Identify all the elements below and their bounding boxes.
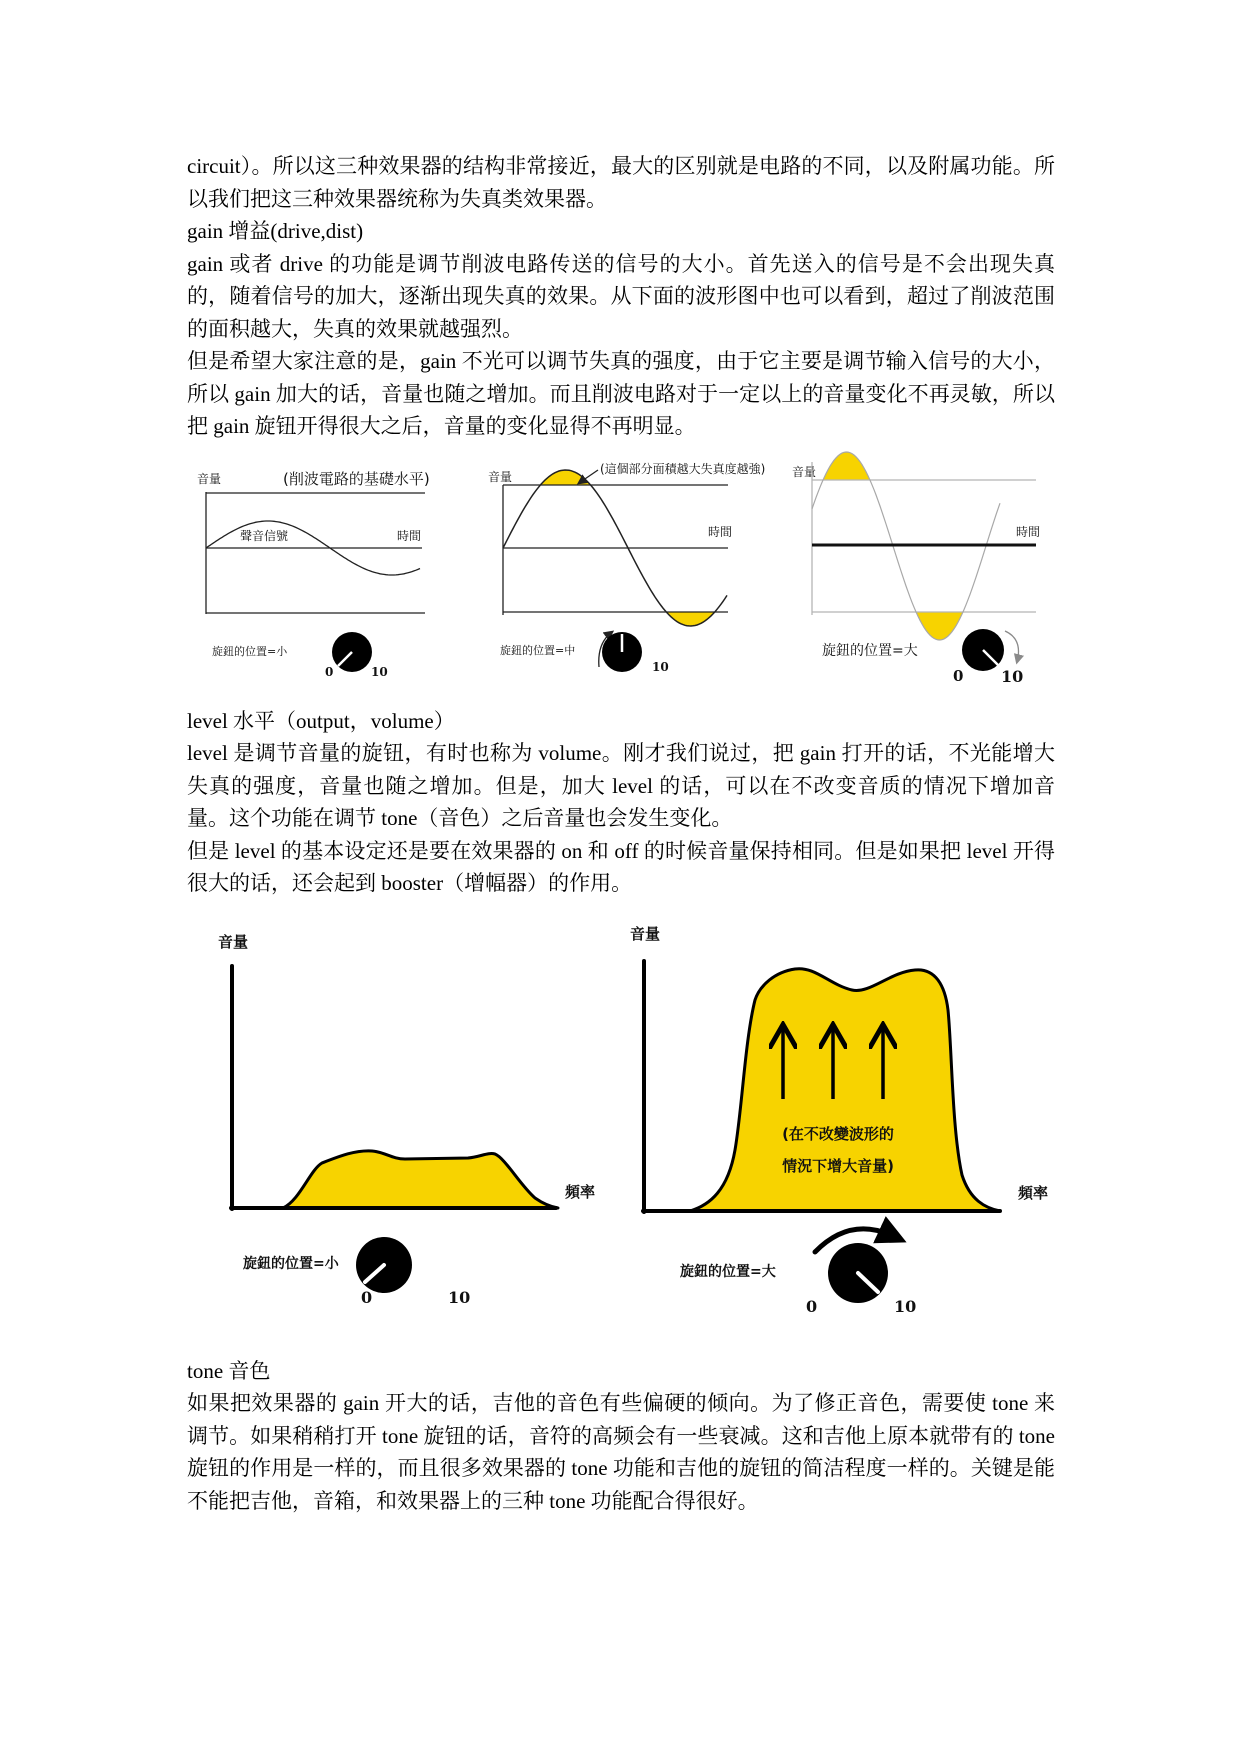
clipping-waveform-figure [0, 443, 1240, 705]
y-axis-label: 音量 [197, 471, 222, 486]
heading-level: level 水平（output，volume） [187, 708, 455, 733]
clipping-annotation: (這個部分面積越大失真度越強) [600, 461, 766, 476]
heading-tone: tone 音色 [187, 1358, 271, 1383]
text-block-gain [187, 150, 1055, 443]
frequency-response-shape [283, 1150, 558, 1207]
panel-medium-gain [488, 461, 765, 674]
text-block-level [187, 705, 1055, 900]
panel-low-level [218, 933, 595, 1307]
volume-note-line2: 情況下增大音量) [782, 1156, 894, 1175]
volume-note-line1: (在不改變波形的 [782, 1124, 894, 1143]
knob-position-label: 旋鈕的位置=大 [822, 642, 918, 659]
paragraph-tone-function: 如果把效果器的 gain 开大的话，吉他的音色有些偏硬的倾向。为了修正音色，需要使 tone 来调节。如果稍稍打开 tone 旋钮的话，音符的高频会有一些衰减。这和吉他上原本就带有的 tone 旋钮的作用是一样的，而且很多效果器的 tone 功能和吉他的旋钮的简洁程度一样的。关键是能不能把吉他，音箱，和效果器上的三种 tone 功能配合得很好。 [187, 1391, 1055, 1513]
x-axis-label: 時間 [708, 524, 733, 539]
knob-position-label: 旋鈕的位置=小 [243, 1255, 339, 1272]
panel-title: (削波電路的基礎水平) [283, 469, 430, 488]
y-axis-label: 音量 [218, 932, 249, 951]
knob-icon [962, 629, 1004, 671]
knob-min-label: 0 [361, 1287, 373, 1307]
knob-icon [332, 632, 372, 672]
panel-high-gain [792, 452, 1040, 686]
paragraph-gain-function: gain 或者 drive 的功能是调节削波电路传送的信号的大小。首先送入的信号是不会出现失真的，随着信号的加大，逐渐出现失真的效果。从下面的波形图中也可以看到，超过了削波范围的面积越大，失真的效果就越强烈。 [187, 251, 1055, 341]
x-axis-label: 頻率 [1018, 1183, 1049, 1202]
y-axis-label: 音量 [792, 464, 817, 479]
knob-position-label: 旋鈕的位置=小 [212, 644, 288, 658]
knob-max-label: 10 [652, 659, 669, 674]
y-axis-label: 音量 [630, 924, 661, 943]
x-axis-label: 時間 [397, 528, 422, 543]
knob-position-label: 旋鈕的位置=中 [500, 643, 576, 657]
knob-icon [356, 1237, 412, 1293]
turn-arrow-icon [1005, 631, 1019, 662]
knob-max-label: 10 [1001, 666, 1024, 686]
knob-max-label: 10 [448, 1287, 471, 1307]
knob-min-label: 0 [953, 666, 964, 685]
panel-high-level [630, 925, 1048, 1316]
level-volume-figure [0, 900, 1240, 1355]
knob-min-label: 0 [806, 1296, 818, 1316]
paragraph-gain-volume: 但是希望大家注意的是，gain 不光可以调节失真的强度，由于它主要是调节输入信号的大小，所以 gain 加大的话，音量也随之增加。而且削波电路对于一定以上的音量变化不再灵敏，所以把 gain 旋钮开得很大之后，音量的变化显得不再明显。 [187, 349, 1055, 438]
heading-gain: gain 增益(drive,dist) [187, 219, 364, 243]
paragraph-level-function: level 是调节音量的旋钮，有时也称为 volume。刚才我们说过，把 gain 打开的话，不光能增大失真的强度，音量也随之增加。但是，加大 level 的话，可以在不改变音质的情况下增加音量。这个功能在调节 tone（音色）之后音量也会发生变化。 [187, 741, 1055, 830]
signal-label: 聲音信號 [240, 528, 289, 543]
knob-position-label: 旋鈕的位置=大 [680, 1263, 776, 1280]
x-axis-label: 時間 [1016, 524, 1041, 539]
x-axis-label: 頻率 [565, 1182, 596, 1201]
knob-min-label: 0 [325, 664, 334, 679]
panel-low-gain [197, 470, 430, 679]
knob-max-label: 10 [371, 664, 388, 679]
text-block-tone [187, 1355, 1055, 1518]
knob-icon [828, 1243, 888, 1303]
knob-icon [602, 632, 642, 672]
y-axis-label: 音量 [488, 469, 513, 484]
knob-max-label: 10 [894, 1296, 917, 1316]
paragraph-circuit: circuit）。所以这三种效果器的结构非常接近，最大的区别就是电路的不同，以及附属功能。所以我们把这三种效果器统称为失真类效果器。 [187, 154, 1055, 211]
paragraph-level-setting: 但是 level 的基本设定还是要在效果器的 on 和 off 的时候音量保持相同。但是如果把 level 开得很大的话，还会起到 booster（增幅器）的作用。 [187, 838, 1055, 895]
